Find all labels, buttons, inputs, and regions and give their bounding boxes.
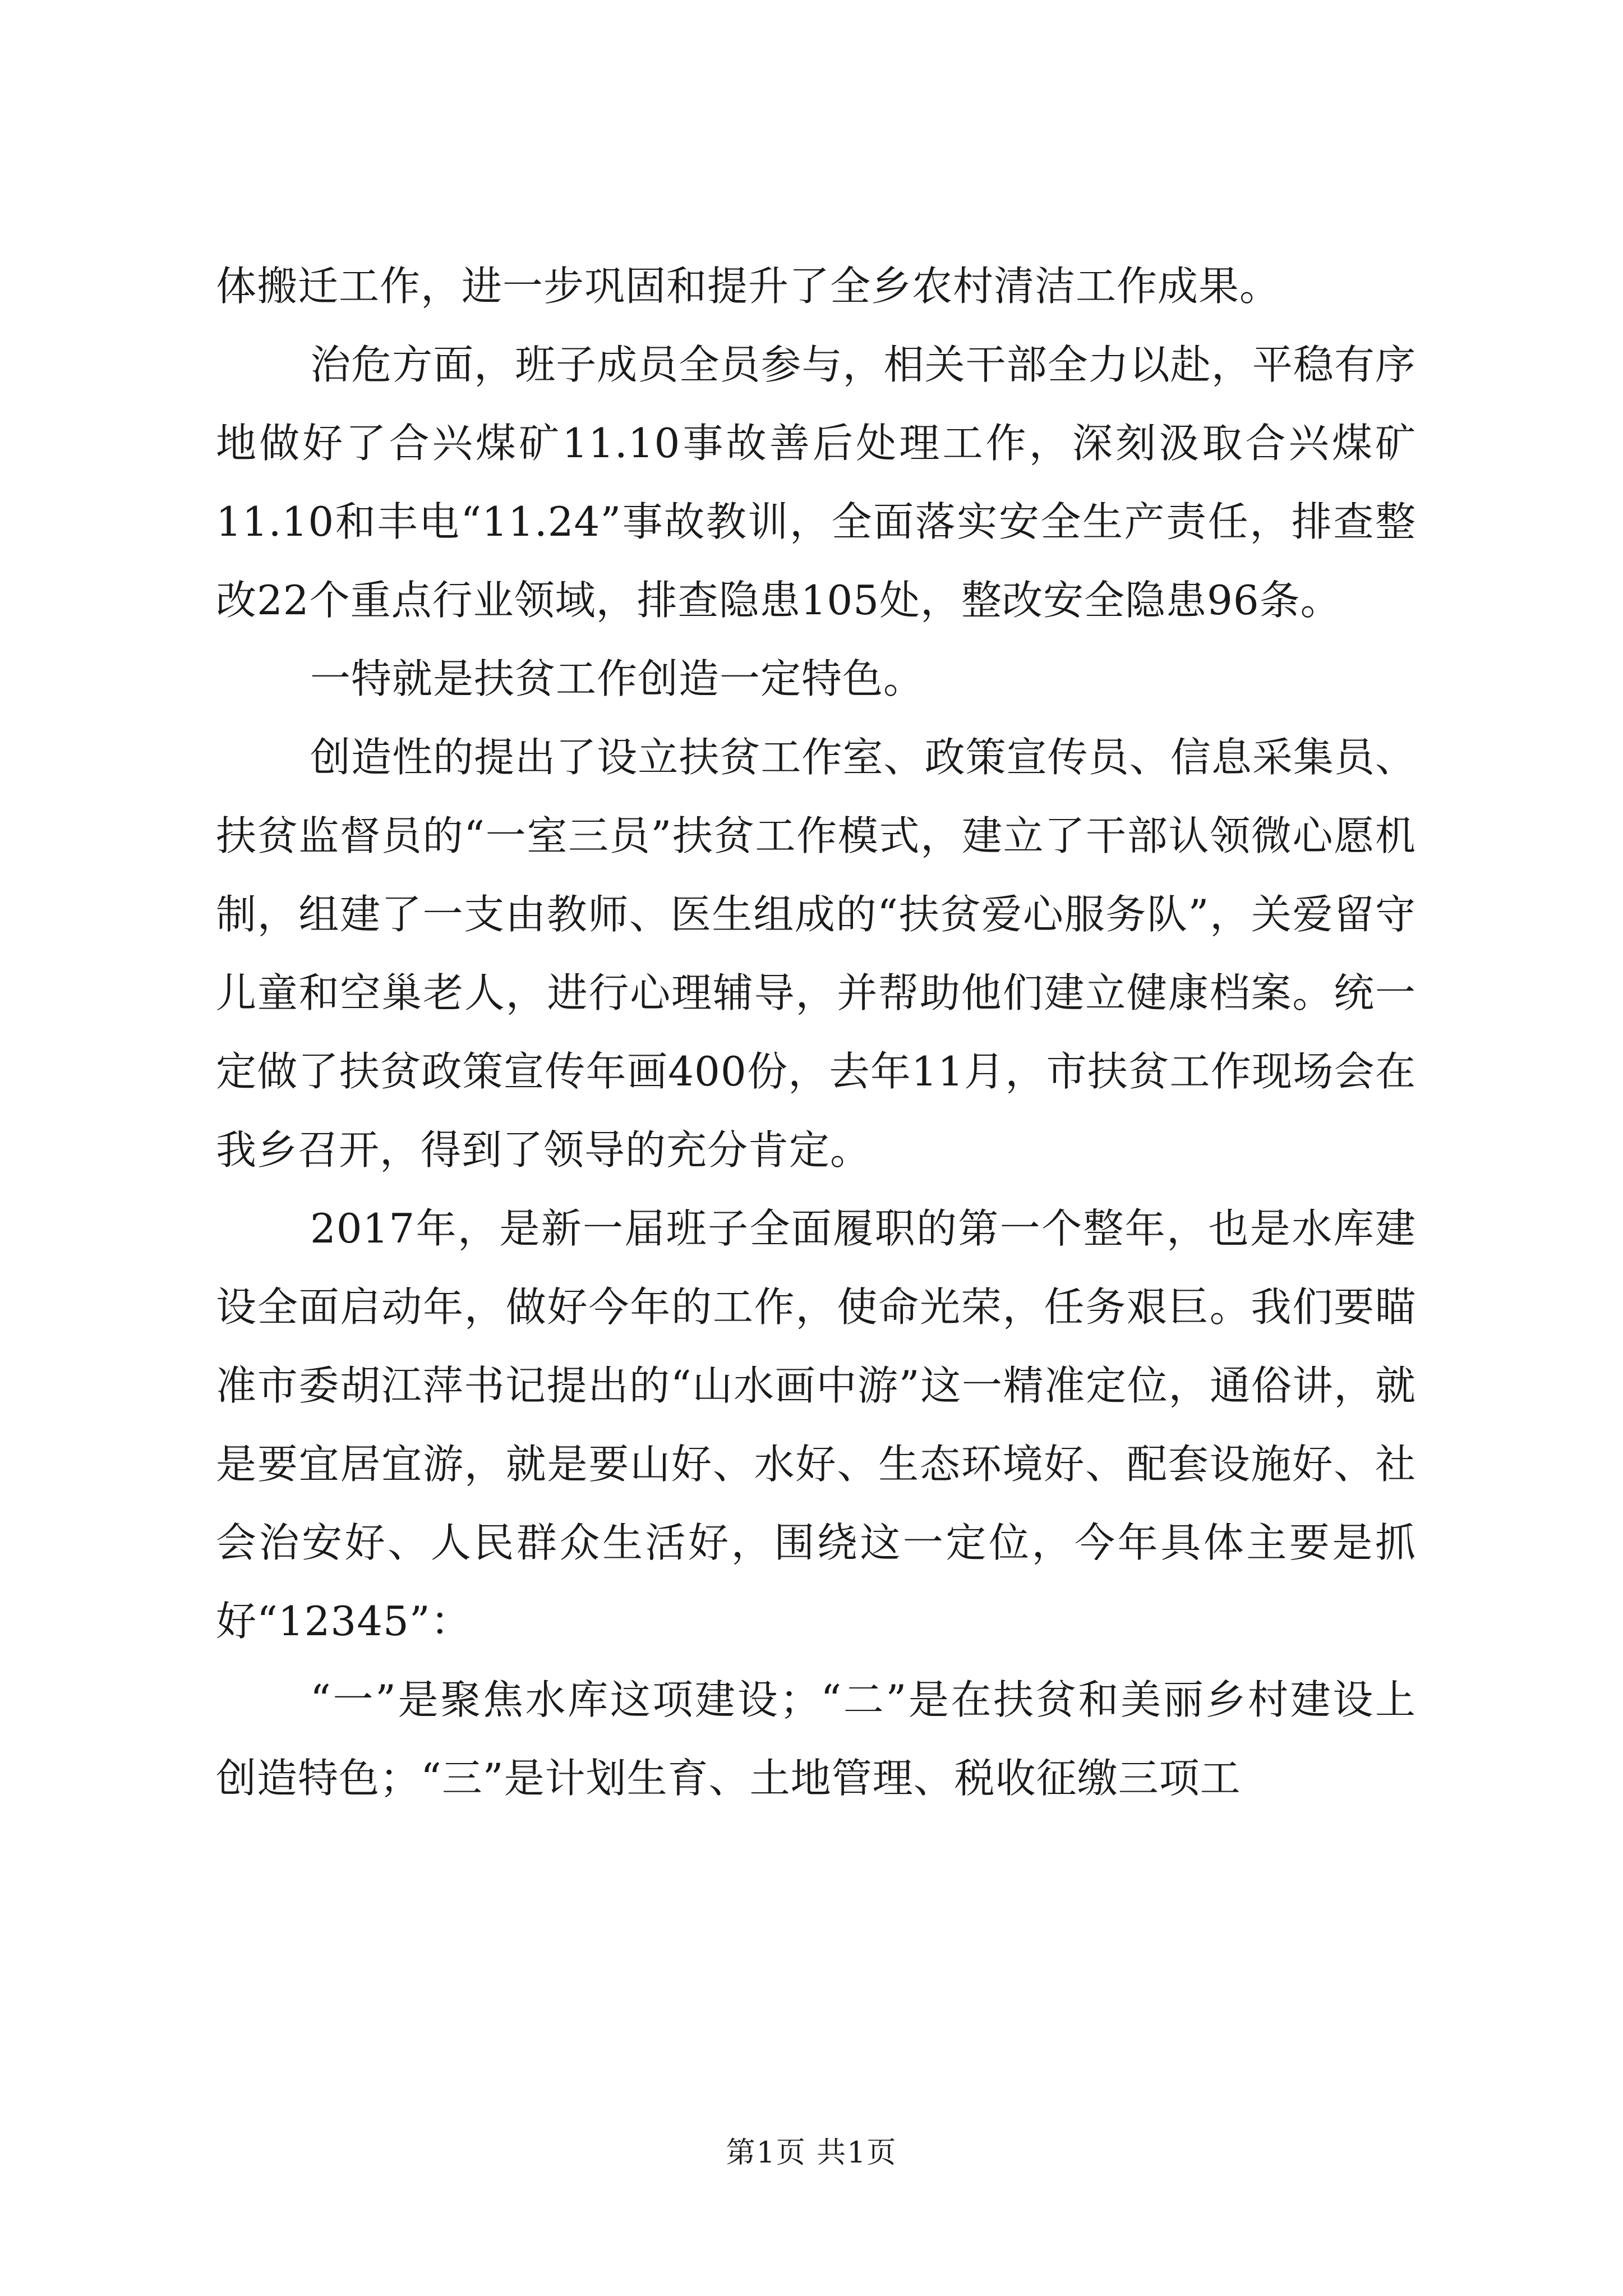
paragraph-1: 体搬迁工作，进一步巩固和提升了全乡农村清洁工作成果。 <box>216 263 1281 310</box>
document-body <box>216 247 1416 1818</box>
page-footer: 第1页 共1页 <box>726 2136 897 2170</box>
paragraph-4: 创造性的提出了设立扶贫工作室、政策宣传员、信息采集员、扶贫监督员的“一室三员”扶贫工作模式，建立了干部认领微心愿机制，组建了一支由教师、医生组成的“扶贫爱心服务队”，关爱留守儿童和空巢老人，进行心理辅导，并帮助他们建立健康档案。统一定做了扶贫政策宣传年画400份，去年11月，市扶贫工作现场会在我乡召开，得到了领导的充分肯定。 <box>216 734 1416 1174</box>
paragraph-6: “一”是聚焦水库这项建设；“二”是在扶贫和美丽乡村建设上创造特色；“三”是计划生育、土地管理、税收征缴三项工 <box>216 1676 1416 1802</box>
paragraph-5: 2017年，是新一届班子全面履职的第一个整年，也是水库建设全面启动年，做好今年的工作，使命光荣，任务艰巨。我们要瞄准市委胡江萍书记提出的“山水画中游”这一精准定位，通俗讲，就是要宜居宜游，就是要山好、水好、生态环境好、配套设施好、社会治安好、人民群众生活好，围绕这一定位，今年具体主要是抓好“12345”： <box>216 1205 1416 1645</box>
paragraph-3: 一特就是扶贫工作创造一定特色。 <box>310 655 925 702</box>
paragraph-2: 治危方面，班子成员全员参与，相关干部全力以赴，平稳有序地做好了合兴煤矿11.10事故善后处理工作，深刻汲取合兴煤矿11.10和丰电“11.24”事故教训，全面落实安全生产责任，排查整改22个重点行业领域，排查隐患105处，整改安全隐患96条。 <box>216 341 1416 624</box>
